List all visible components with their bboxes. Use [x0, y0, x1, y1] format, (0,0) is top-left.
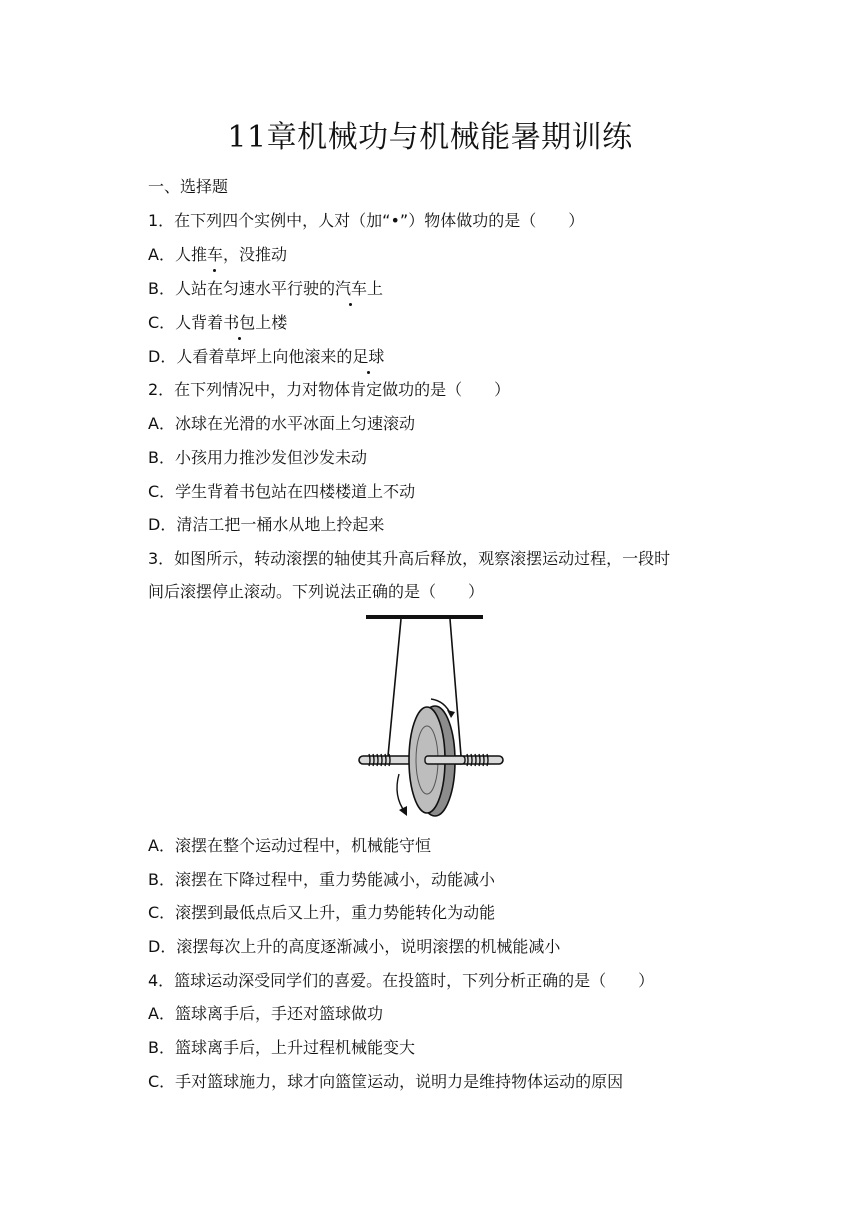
- q4-option-c: C．手对篮球施力，球才向篮筐运动，说明力是维持物体运动的原因: [148, 1072, 624, 1091]
- text: D．人看着草坪上向他滚来的: [148, 347, 353, 366]
- q2-stem: 2．在下列情况中，力对物体肯定做功的是（ ）: [148, 380, 511, 399]
- q1-option-a: [148, 243, 287, 267]
- q3-option-c: C．滚摆到最低点后又上升，重力势能转化为动能: [148, 903, 496, 922]
- page-title: 11章机械功与机械能暑期训练: [227, 120, 633, 155]
- q4-stem: 4．篮球运动深受同学们的喜爱。在投篮时，下列分析正确的是（ ）: [148, 971, 655, 990]
- axle-front: [425, 756, 465, 764]
- q4-option-b: B．篮球离手后，上升过程机械能变大: [148, 1038, 415, 1057]
- q2-option-c: C．学生背着书包站在四楼楼道上不动: [148, 482, 416, 501]
- q1-option-c: [148, 311, 287, 335]
- arrow-head-icon: [447, 710, 455, 718]
- text: 上楼: [255, 313, 288, 332]
- q4-option-a: A．篮球离手后，手还对篮球做功: [148, 1004, 383, 1023]
- q2-option-a: A．冰球在光滑的水平冰面上匀速滚动: [148, 414, 415, 433]
- text: ，没推动: [222, 245, 287, 264]
- rotation-arrow-bottom: [397, 774, 405, 812]
- emphasized-text: 汽车: [335, 277, 367, 301]
- q3-option-b: B．滚摆在下降过程中，重力势能减小，动能减小: [148, 870, 495, 889]
- q2-option-b: B．小孩用力推沙发但沙发未动: [148, 448, 367, 467]
- q3-option-a: A．滚摆在整个运动过程中，机械能守恒: [148, 836, 431, 855]
- section-heading: 一、选择题: [148, 177, 229, 196]
- q2-option-d: D．清洁工把一桶水从地上拎起来: [148, 515, 385, 534]
- q1-option-b: [148, 277, 383, 301]
- text: B．人站在匀速水平行驶的: [148, 279, 335, 298]
- q1-stem: 1．在下列四个实例中，人对（加“•”）物体做功的是（ ）: [148, 211, 585, 230]
- text: 上: [367, 279, 384, 298]
- emphasized-text: 足球: [352, 345, 384, 369]
- q3-stem-line1: 3．如图所示，转动滚摆的轴使其升高后释放，观察滚摆运动过程，一段时: [148, 549, 671, 568]
- text: C．人背着: [148, 313, 224, 332]
- arrow-head-icon: [399, 806, 407, 816]
- q3-stem-line2: 间后滚摆停止滚动。下列说法正确的是（ ）: [148, 582, 485, 601]
- text: A．人推: [148, 245, 207, 264]
- left-string: [388, 619, 401, 756]
- maxwell-pendulum-figure: [355, 606, 515, 826]
- q1-option-d: [148, 345, 384, 369]
- emphasized-text: 车: [207, 243, 223, 267]
- q3-option-d: D．滚摆每次上升的高度逐渐减小，说明滚摆的机械能减小: [148, 937, 561, 956]
- emphasized-text: 书包: [223, 311, 255, 335]
